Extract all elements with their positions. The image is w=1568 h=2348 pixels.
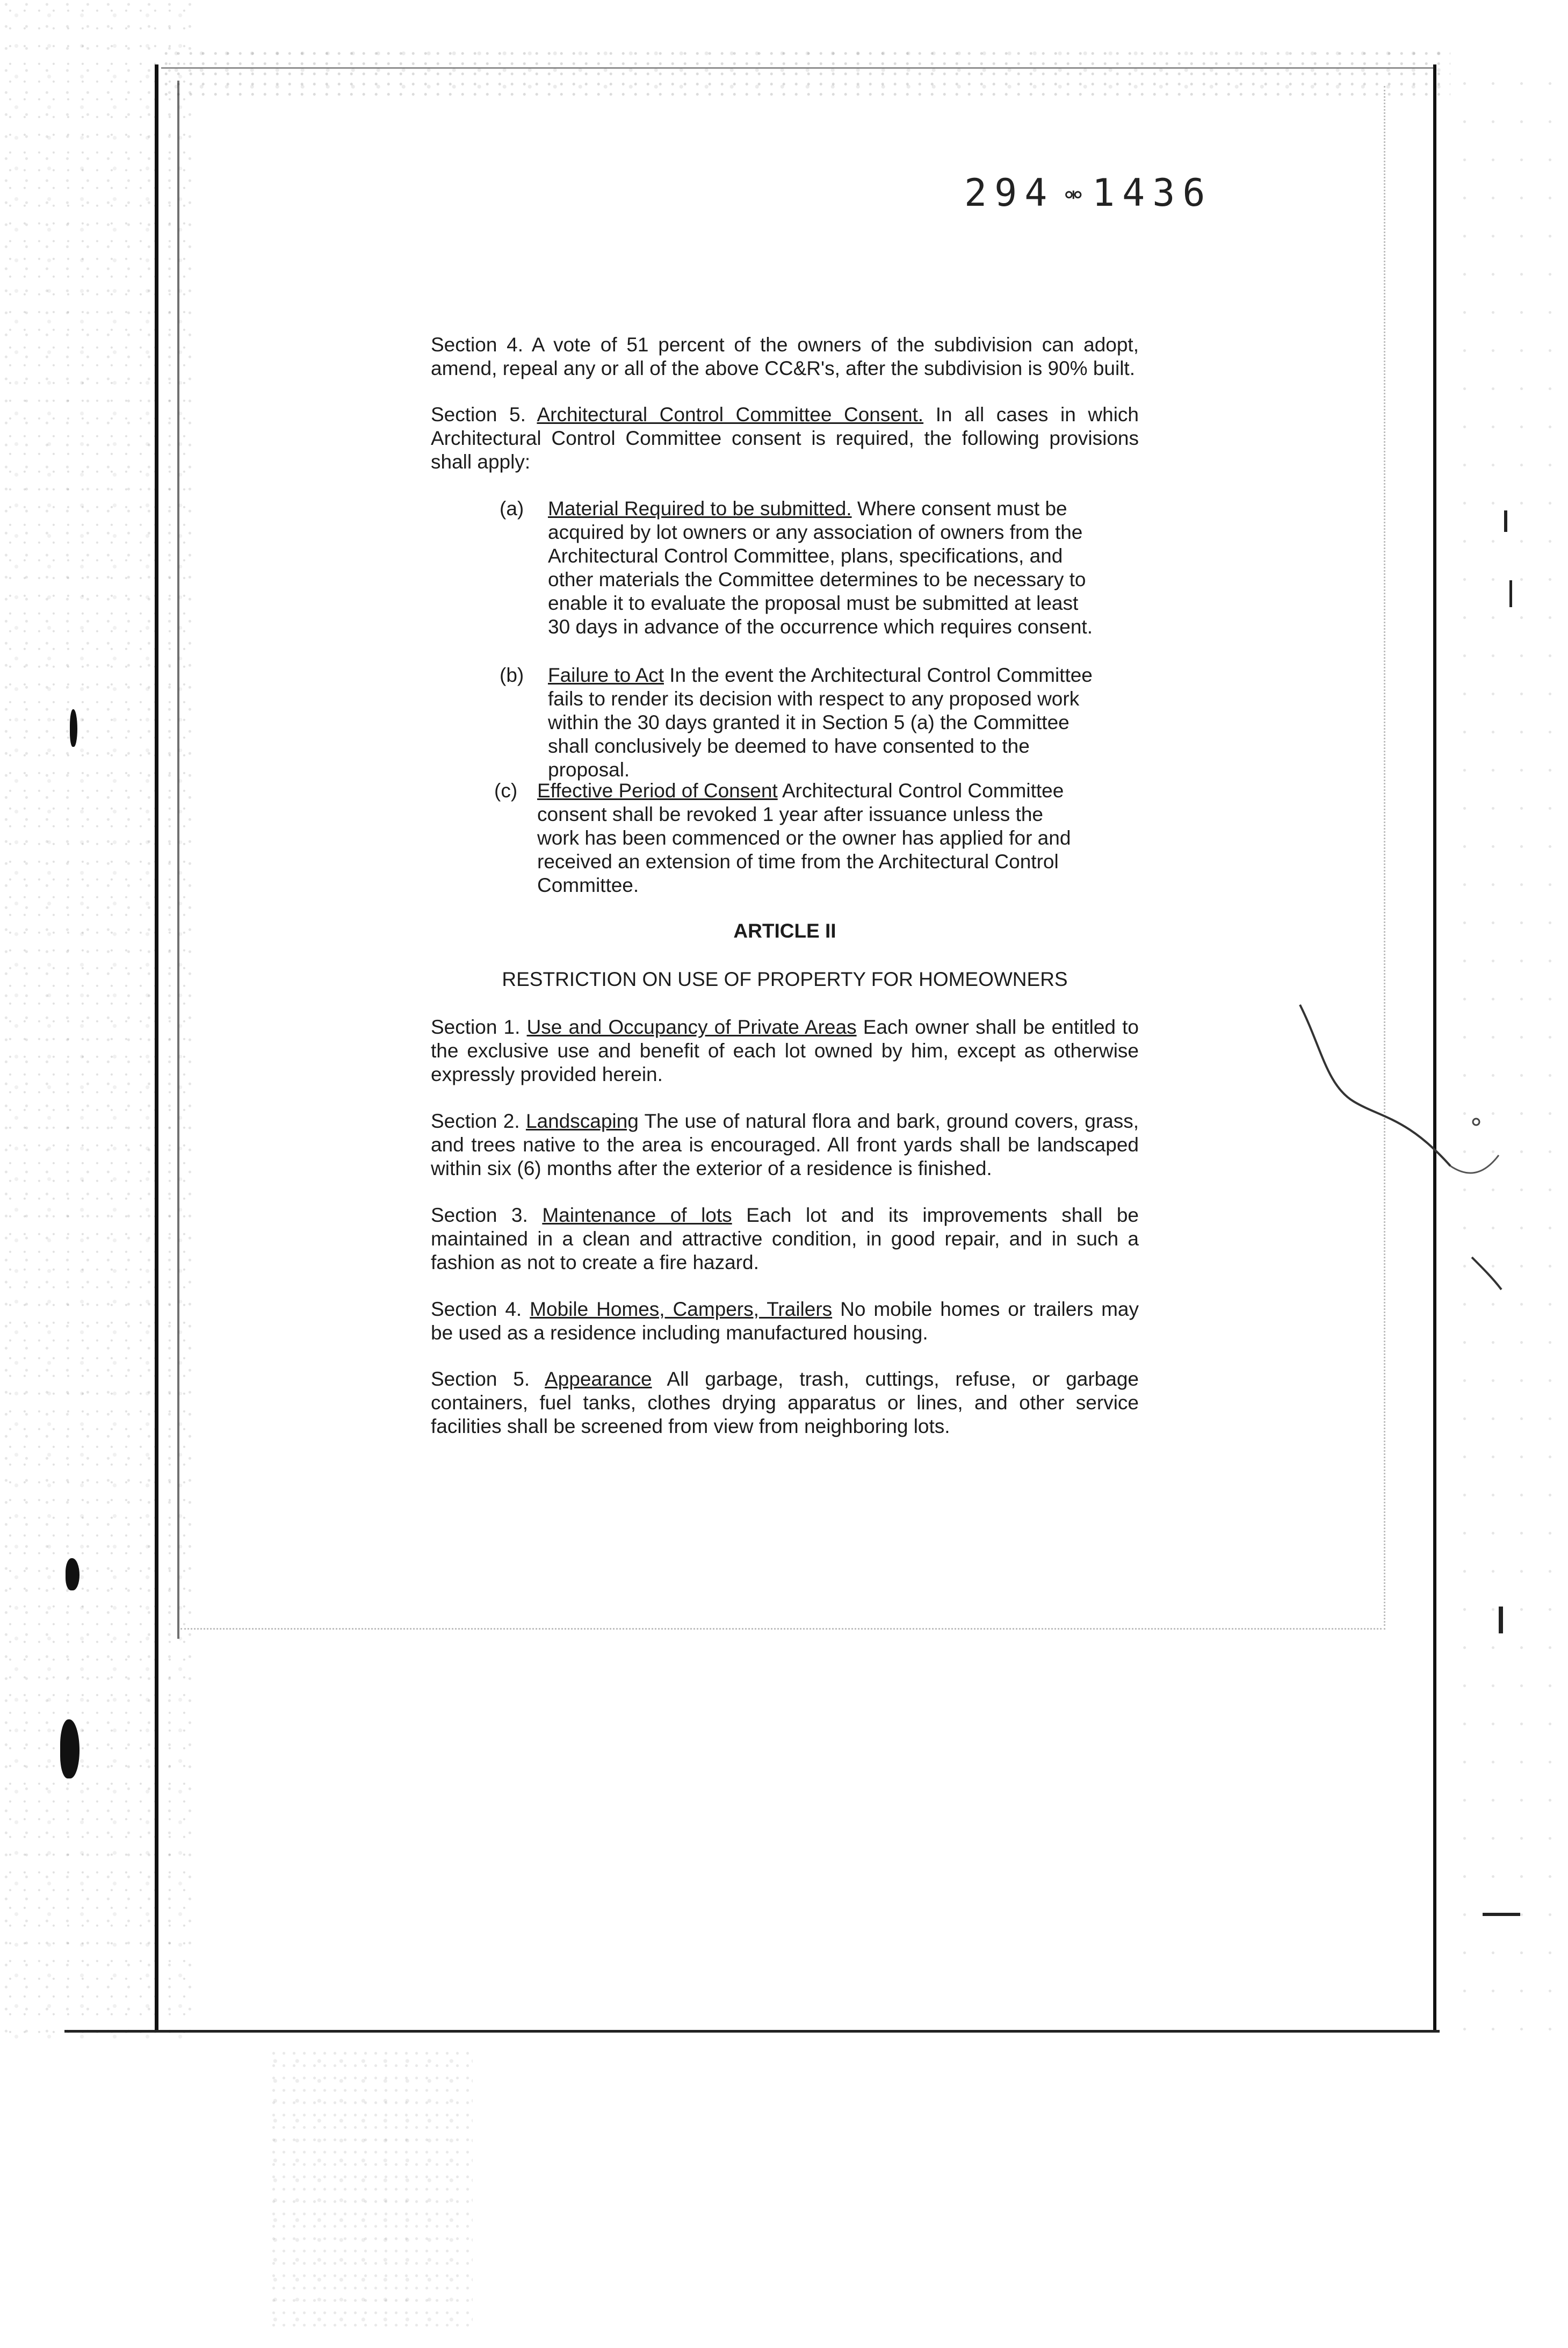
- article-section-1: [431, 1015, 1139, 1086]
- section-title: Architectural Control Committee Consent.: [537, 404, 924, 426]
- section-body: Each lot and its improvements shall be maintained in a clean and attractive condition, in good repair, and in such a fashion as not to create a fire hazard.: [431, 1204, 1139, 1273]
- margin-mark-1: [1504, 510, 1507, 532]
- margin-mark-2: [1509, 580, 1512, 607]
- subsection-label: (b): [500, 664, 524, 686]
- scan-speckle-bottom: [269, 2047, 473, 2327]
- page-number: 1436: [1092, 171, 1213, 215]
- subsection-title: Material Required to be submitted.: [548, 498, 852, 520]
- bottom-border-line: [64, 2030, 1440, 2033]
- section-title: Landscaping: [525, 1110, 639, 1132]
- section-body: In all cases in which Architectural Control Committee consent is required, the following provisions shall apply:: [431, 404, 1139, 473]
- subsection-title: Failure to Act: [548, 664, 664, 686]
- section-lead: Section 5.: [431, 1368, 530, 1390]
- section-title: Mobile Homes, Campers, Trailers: [530, 1298, 833, 1320]
- section-title: Use and Occupancy of Private Areas: [526, 1016, 857, 1038]
- section-body: Each owner shall be entitled to the exclusive use and benefit of each lot owned by him, except as otherwise expressly provided herein.: [431, 1016, 1139, 1085]
- section-4-paragraph: [431, 333, 1139, 380]
- section-lead: Section 3.: [431, 1204, 528, 1226]
- margin-blot-3: [70, 709, 77, 747]
- article-subheading: RESTRICTION ON USE OF PROPERTY FOR HOMEOWNERS: [502, 968, 1068, 990]
- subsection-label: (a): [500, 498, 524, 520]
- left-border-line-outer: [155, 64, 158, 2031]
- section-title: Maintenance of lots: [542, 1204, 732, 1226]
- section-lead: Section 4.: [431, 1298, 522, 1320]
- section-body: All garbage, trash, cuttings, refuse, or garbage containers, fuel tanks, clothes drying apparatus or lines, and other service facilities shall be screened from view from neighboring lots.: [431, 1368, 1139, 1437]
- subsection-a: [500, 497, 1096, 647]
- margin-mark-3: [1499, 1607, 1503, 1633]
- section-title: Appearance: [545, 1368, 652, 1390]
- article-section-2: [431, 1110, 1139, 1180]
- subsection-body: Where consent must be acquired by lot owners or any association of owners from the Architectural Control Committee, plans, specifications, and other materials the Committee determines to be necessary to enable it to evaluate the proposal must be submitted at least 30 days in advance of the occurrence which requires consent.: [548, 498, 1093, 638]
- subsection-b: [500, 664, 1096, 781]
- scan-speckle-left: [0, 0, 193, 2042]
- section-body: No mobile homes or trailers may be used as a residence including manufactured housing.: [431, 1298, 1139, 1344]
- section-5-paragraph: [431, 403, 1139, 474]
- left-border-line-inner: [177, 81, 179, 1639]
- subsection-body: Architectural Control Committee consent shall be revoked 1 year after issuance unless the work has been commenced or the owner has applied for and received an extension of time from the Architectural Control Committee.: [537, 780, 1071, 896]
- subsection-label: (c): [494, 780, 518, 802]
- margin-blot-1: [66, 1558, 80, 1590]
- subsection-body: In the event the Architectural Control Committee fails to render its decision with respect to any proposed work within the 30 days granted it in Section 5 (a) the Committee shall conclusively be deemed to have consented to the proposal.: [548, 664, 1093, 781]
- section-lead: Section 1.: [431, 1016, 521, 1038]
- margin-mark-4: [1483, 1913, 1520, 1916]
- book-page-stamp: [964, 171, 1213, 215]
- book-number: 294: [964, 171, 1055, 215]
- article-section-5: [431, 1367, 1139, 1438]
- margin-blot-2: [60, 1719, 80, 1778]
- article-section-3: [431, 1204, 1139, 1274]
- subsection-c: [494, 779, 1096, 896]
- section-lead: Section 5.: [431, 404, 526, 426]
- stamp-separator: ⚮: [1064, 183, 1082, 208]
- section-body: A vote of 51 percent of the owners of the subdivision can adopt, amend, repeal any or all of the above CC&R's, after the subdivision is 90% built.: [431, 334, 1139, 379]
- subsection-title: Effective Period of Consent: [537, 780, 778, 802]
- article-heading: ARTICLE II: [733, 920, 836, 942]
- section-body: The use of natural flora and bark, ground covers, grass, and trees native to the area is encouraged. All front yards shall be landscaped within six (6) months after the exterior of a residence is finished.: [431, 1110, 1139, 1179]
- section-lead: Section 2.: [431, 1110, 520, 1132]
- pencil-stroke: [1289, 999, 1504, 1300]
- section-lead: Section 4.: [431, 334, 524, 356]
- article-section-4: [431, 1298, 1139, 1345]
- top-border-line: [161, 67, 1434, 69]
